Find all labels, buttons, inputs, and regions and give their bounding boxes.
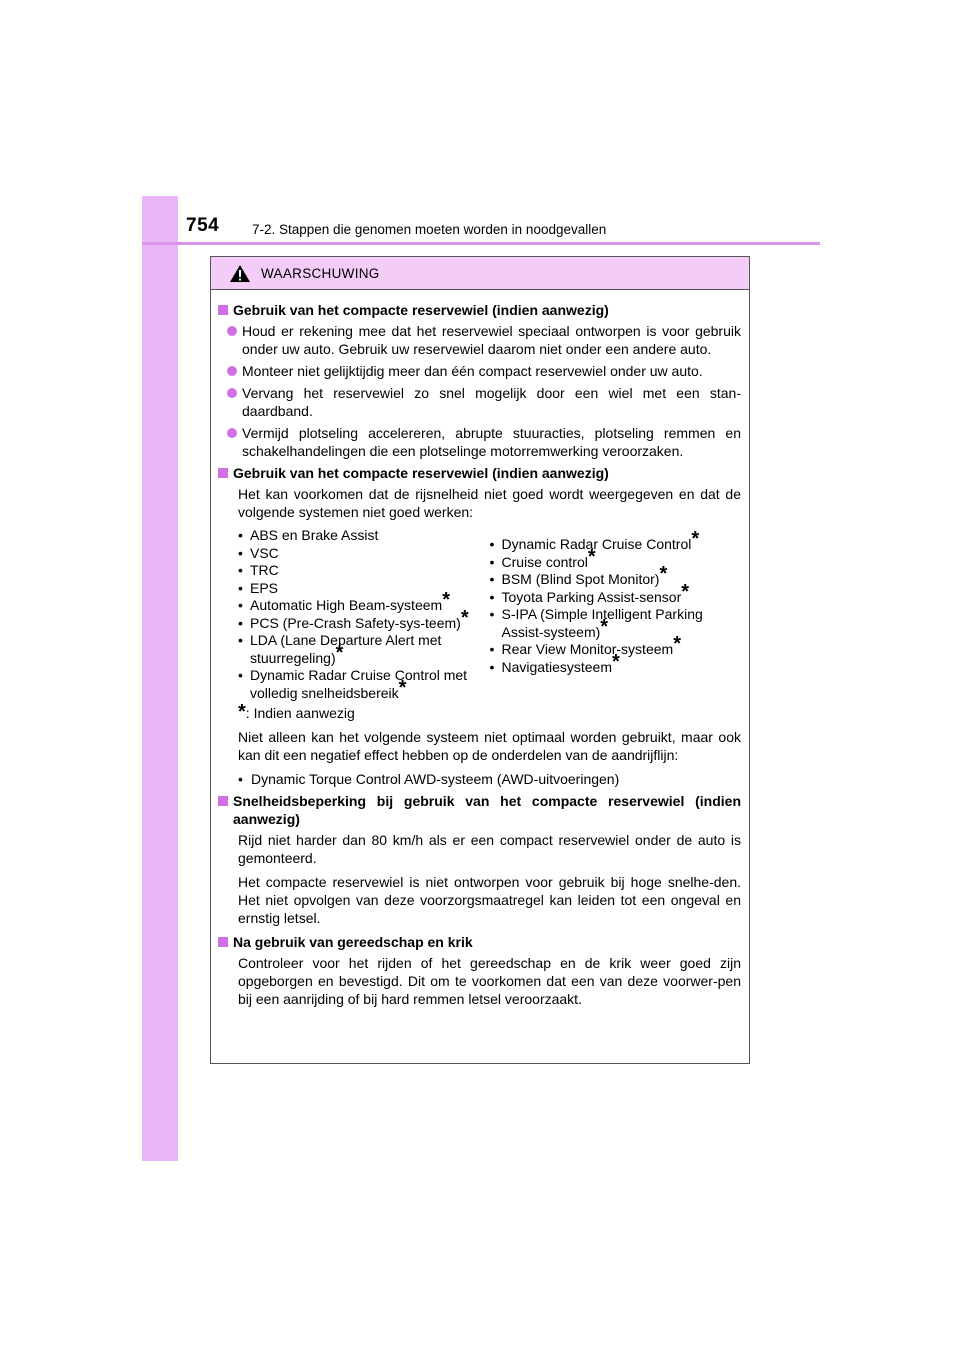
list-item: • Dynamic Radar Cruise Control* xyxy=(489,528,700,552)
paragraph: Niet alleen kan het volgende systeem niet optimaal worden gebruikt, maar ook kan dit een negatief effect hebben op de onderdelen van de aandrijflijn: xyxy=(238,729,741,763)
page-number: 754 xyxy=(186,215,220,236)
paragraph: Rijd niet harder dan 80 km/h als er een compact reservewiel onder de auto is gemonteerd. xyxy=(238,832,741,866)
footnote-star: * xyxy=(398,676,407,699)
list-item: • Automatic High Beam-systeem* xyxy=(238,589,450,613)
footnote-star: * xyxy=(681,580,690,603)
list-item: • TRC xyxy=(238,562,279,578)
round-bullet-icon xyxy=(227,326,237,336)
system-list-columns xyxy=(238,527,741,702)
list-item: • S-IPA (Simple Intelligent Parking Assist-systeem)* xyxy=(489,606,703,640)
warning-box xyxy=(210,256,750,1064)
list-item: Houd er rekening mee dat het reservewiel speciaal ontworpen is voor gebruik onder uw auto. Gebruik uw reservewiel daarom niet onder een andere auto. xyxy=(227,322,741,358)
footnote-star: * xyxy=(600,615,609,638)
paragraph: Het kan voorkomen dat de rijsnelheid niet goed wordt weergegeven en dat de volgende systemen niet goed werken: xyxy=(238,486,741,520)
square-bullet-icon xyxy=(218,937,228,947)
paragraph: Het compacte reservewiel is niet ontworpen voor gebruik bij hoge snelhe-den. Het niet opvolgen van deze voorzorgsmaatregel kan leiden tot een ongeval en ernstig letsel. xyxy=(238,874,741,926)
list-item: • PCS (Pre-Crash Safety-sys-teem)* xyxy=(238,606,469,631)
square-bullet-icon xyxy=(218,305,228,315)
footnote-star: * xyxy=(659,563,668,585)
list-item: • Navigatiesysteem* xyxy=(489,650,620,675)
list-item: • EPS xyxy=(238,579,279,596)
square-bullet-icon xyxy=(218,796,228,806)
system-list-left xyxy=(238,527,490,702)
list-item: • LDA (Lane Departure Alert met stuurregeling)* xyxy=(238,632,442,666)
round-bullet-icon xyxy=(227,428,237,438)
list-item: Vervang het reservewiel zo snel mogelijk door een wiel met een stan-daardband. xyxy=(227,384,741,420)
section-heading: Gebruik van het compacte reservewiel (indien aanwezig) xyxy=(218,301,741,319)
footnote-star: * xyxy=(612,650,620,673)
footnote-star: * xyxy=(673,633,681,655)
section-heading: Gebruik van het compacte reservewiel (indien aanwezig) xyxy=(218,464,741,482)
round-bullet-icon xyxy=(227,366,237,376)
section-title: 7-2. Stappen die genomen moeten worden in noodgevallen xyxy=(252,222,607,237)
footnote-star: * xyxy=(460,606,469,629)
header-rule xyxy=(142,242,820,245)
footnote-star: * xyxy=(691,528,700,550)
warning-triangle-icon xyxy=(229,264,251,283)
system-list-right xyxy=(490,527,742,702)
list-item: • Rear View Monitor-systeem* xyxy=(489,633,681,657)
footnote: *: Indien aanwezig xyxy=(238,701,355,723)
section-heading: Na gebruik van gereedschap en krik xyxy=(218,933,741,951)
footnote-star: * xyxy=(442,589,450,611)
list-item: • ABS en Brake Assist xyxy=(238,527,379,543)
round-bullet-icon xyxy=(227,388,237,398)
section-heading: Snelheidsbeperking bij gebruik van het compacte reservewiel (indien aanwezig) xyxy=(218,792,741,828)
paragraph: Controleer voor het rijden of het gereedschap en de krik weer goed zijn opgeborgen en bevestigd. Dit om te voorkomen dat een van deze voorwer-pen bij een aanrijding of bij hard remmen letsel veroorzaakt. xyxy=(238,955,741,1007)
warning-header xyxy=(211,257,749,290)
list-item: • Dynamic Radar Cruise Control met volledig snelheidsbereik* xyxy=(238,667,468,701)
list-item: • Cruise control* xyxy=(489,545,596,570)
chapter-side-strip xyxy=(142,196,178,1161)
warning-content xyxy=(211,290,749,1008)
footnote-star: * xyxy=(335,641,344,664)
list-item: • VSC xyxy=(238,544,279,561)
square-bullet-icon xyxy=(218,468,228,478)
list-item: • BSM (Blind Spot Monitor)* xyxy=(489,563,668,587)
footnote-star: * xyxy=(587,545,596,568)
list-item: • Dynamic Torque Control AWD-systeem (AWD-uitvoeringen) xyxy=(238,771,620,787)
list-item: • Toyota Parking Assist-sensor* xyxy=(489,580,690,605)
list-item: Monteer niet gelijktijdig meer dan één compact reservewiel onder uw auto. xyxy=(227,362,741,380)
warning-title: WAARSCHUWING xyxy=(261,265,380,281)
list-item: Vermijd plotseling accelereren, abrupte stuuracties, plotseling remmen en schakelhandelingen die een plotselinge motorremwerking veroorzaken. xyxy=(227,424,741,460)
